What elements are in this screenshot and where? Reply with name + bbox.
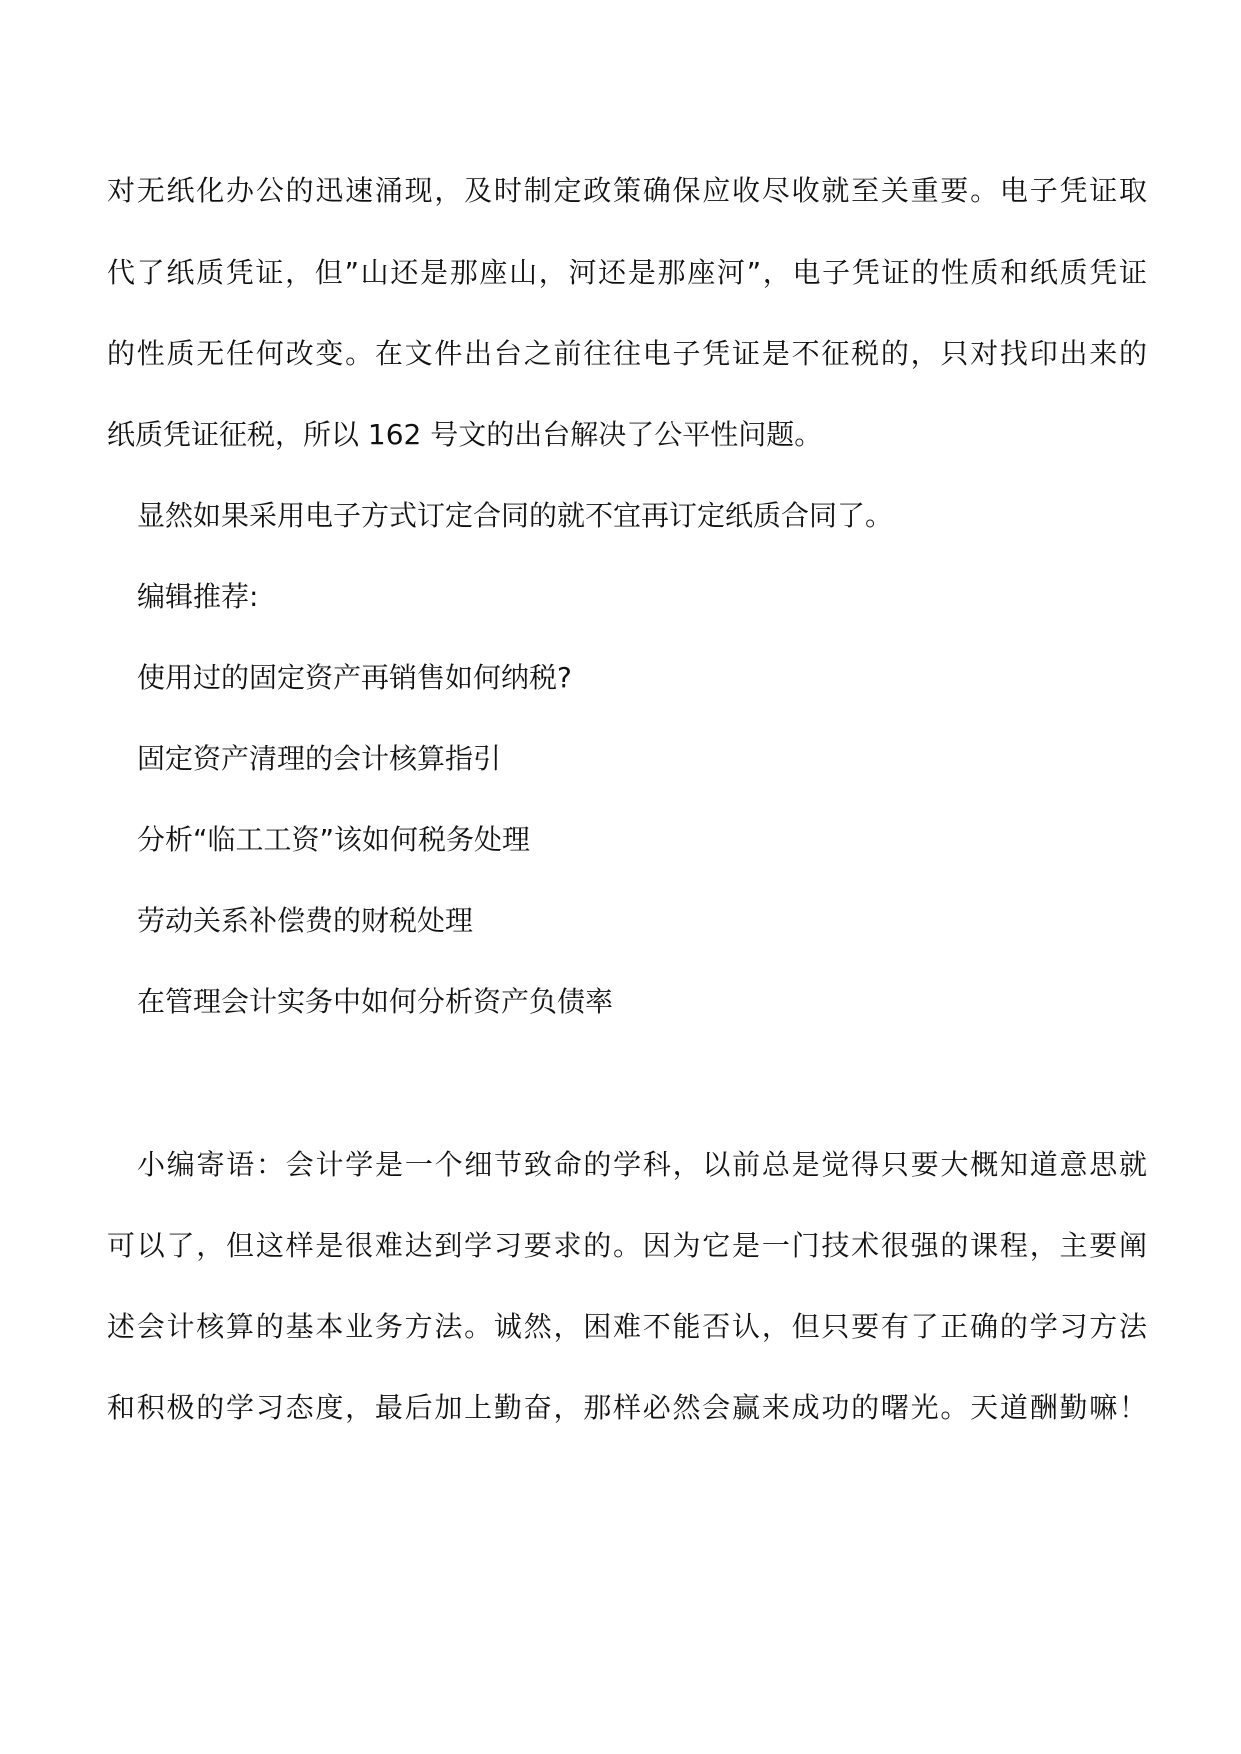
recommend-link[interactable]: 在管理会计实务中如何分析资产负债率 xyxy=(137,985,614,1018)
recommend-link[interactable]: 分析“临工工资”该如何税务处理 xyxy=(137,823,531,856)
text-line: 纸质凭证征税，所以 162 号文的出台解决了公平性问题。 xyxy=(107,418,823,451)
text-line: 可以了，但这样是很难达到学习要求的。因为它是一门技术很强的课程，主要阐 xyxy=(107,1229,1147,1262)
paragraph-contract-note: 显然如果采用电子方式订定合同的就不宜再订定纸质合同了。 xyxy=(137,499,894,532)
text-line: 的性质无任何改变。在文件出台之前往往电子凭证是不征税的，只对找印出来的 xyxy=(107,337,1147,370)
text-line: 代了纸质凭证，但”山还是那座山，河还是那座河”，电子凭证的性质和纸质凭证 xyxy=(107,256,1147,289)
text-line: 和积极的学习态度，最后加上勤奋，那样必然会赢来成功的曙光。天道酬勤嘛！ xyxy=(107,1391,1147,1424)
recommend-link[interactable]: 使用过的固定资产再销售如何纳税? xyxy=(137,661,572,694)
recommend-link[interactable]: 劳动关系补偿费的财税处理 xyxy=(137,904,474,937)
recommend-link[interactable]: 固定资产清理的会计核算指引 xyxy=(137,742,502,775)
recommend-heading: 编辑推荐: xyxy=(137,580,259,613)
text-line: 对无纸化办公的迅速涌现，及时制定政策确保应收尽收就至关重要。电子凭证取 xyxy=(107,174,1147,207)
text-line: 小编寄语：会计学是一个细节致命的学科，以前总是觉得只要大概知道意思就 xyxy=(137,1148,1147,1181)
text-line: 述会计核算的基本业务方法。诚然，困难不能否认，但只要有了正确的学习方法 xyxy=(107,1310,1147,1343)
